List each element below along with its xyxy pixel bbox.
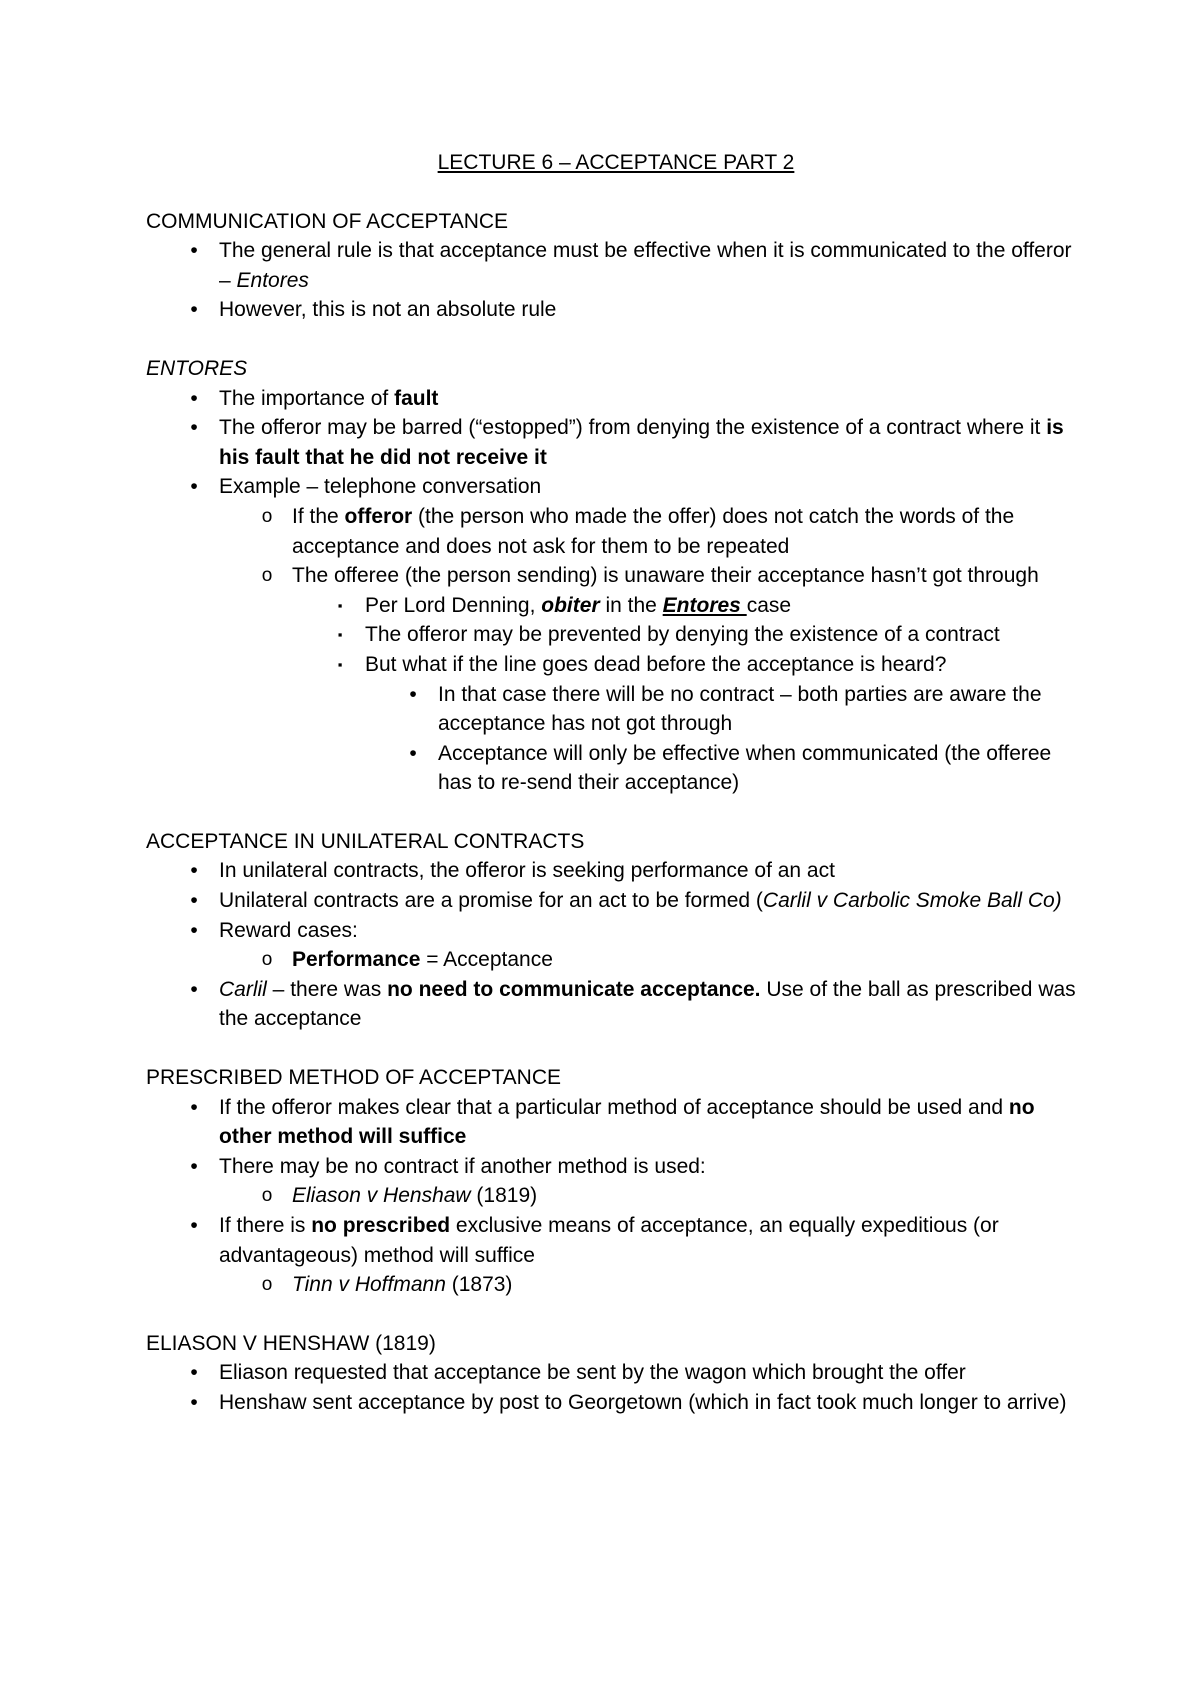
- list-item: [146, 413, 1086, 472]
- list-item: [146, 650, 1086, 680]
- list-item: [146, 561, 1086, 591]
- disc-bullet-icon: •: [190, 1361, 198, 1385]
- item-text: The importance of: [219, 386, 395, 410]
- item-text: case: [746, 593, 792, 617]
- case-name: Entores: [236, 268, 309, 292]
- item-text: (1873): [445, 1273, 513, 1297]
- bullet-list: [146, 1358, 1086, 1417]
- section-eliason-v-henshaw: [146, 1329, 1086, 1418]
- disc-bullet-icon: •: [190, 859, 198, 883]
- list-item: [146, 236, 1086, 295]
- item-text: There may be no contract if another method is used:: [219, 1154, 706, 1178]
- disc-bullet-icon: •: [409, 741, 417, 765]
- emphasis: no need to communicate acceptance.: [387, 977, 761, 1001]
- section-entores: [146, 354, 1086, 798]
- list-item: [146, 502, 1086, 561]
- section-unilateral: [146, 827, 1086, 1034]
- list-item: [146, 1152, 1086, 1182]
- emphasis: offeror: [344, 504, 413, 528]
- section-prescribed-method: [146, 1063, 1086, 1300]
- case-name: Carlil v Carbolic Smoke Ball Co): [762, 889, 1062, 913]
- list-item: [146, 680, 1086, 739]
- item-text: If there is: [219, 1214, 312, 1237]
- circle-bullet-icon: o: [261, 949, 273, 971]
- disc-bullet-icon: •: [190, 475, 198, 499]
- emphasis: is his fault that he did not receive it: [219, 416, 1064, 469]
- list-item: [146, 295, 1086, 325]
- disc-bullet-icon: •: [190, 386, 198, 410]
- item-text: – there was: [266, 977, 388, 1001]
- emphasis: no other method will suffice: [219, 1095, 1035, 1149]
- square-bullet-icon: ▪: [337, 597, 343, 613]
- circle-bullet-icon: o: [261, 505, 273, 527]
- item-text: Unilateral contracts are a promise for an act to be formed (: [219, 889, 763, 913]
- bullet-list: [146, 384, 1086, 798]
- list-item: [146, 1181, 1086, 1211]
- disc-bullet-icon: •: [409, 682, 417, 706]
- section-heading: ACCEPTANCE IN UNILATERAL CONTRACTS: [146, 829, 585, 853]
- heading-text: ENTORES: [146, 356, 248, 380]
- list-item: [146, 384, 1086, 414]
- circle-bullet-icon: o: [261, 1185, 273, 1207]
- list-item: [146, 1270, 1086, 1300]
- list-item: [146, 945, 1086, 975]
- item-text: Reward cases:: [219, 918, 358, 942]
- list-item: [146, 739, 1086, 798]
- section-heading: PRESCRIBED METHOD OF ACCEPTANCE: [146, 1066, 561, 1090]
- case-name: Eliason v Henshaw: [292, 1184, 471, 1208]
- square-bullet-icon: ▪: [337, 656, 343, 672]
- item-text: If the: [292, 504, 345, 528]
- square-bullet-icon: ▪: [337, 627, 343, 643]
- item-text: If the offeror makes clear that a particular method of acceptance should be used and: [219, 1095, 1009, 1119]
- list-item: [146, 856, 1086, 886]
- disc-bullet-icon: •: [190, 1214, 198, 1237]
- item-text: Use of the ball as prescribed was the acceptance: [219, 977, 1076, 1031]
- disc-bullet-icon: •: [190, 977, 198, 1001]
- emphasis: no prescribed: [311, 1214, 451, 1237]
- page-title: LECTURE 6 – ACCEPTANCE PART 2: [437, 151, 795, 174]
- item-text: Per Lord Denning,: [365, 593, 542, 617]
- disc-bullet-icon: •: [190, 416, 198, 440]
- item-text: = Acceptance: [420, 948, 553, 972]
- item-text: But what if the line goes dead before the acceptance is heard?: [365, 652, 947, 676]
- bullet-list: [146, 856, 1086, 1034]
- item-text: The offeror may be barred (“estopped”) from denying the existence of a contract where it: [219, 416, 1047, 440]
- section-heading: ELIASON V HENSHAW (1819): [146, 1331, 436, 1355]
- bullet-list: [146, 236, 1086, 325]
- section-heading: COMMUNICATION OF ACCEPTANCE: [146, 209, 509, 233]
- list-item: [146, 620, 1086, 650]
- list-item: [146, 1358, 1086, 1388]
- section-heading: [146, 354, 1086, 384]
- list-item: [146, 975, 1086, 1034]
- list-item: [146, 1211, 1086, 1270]
- item-text: The offeror may be prevented by denying the existence of a contract: [365, 623, 1000, 647]
- case-name: Entores: [662, 593, 747, 617]
- item-text: Henshaw sent acceptance by post to Georgetown (which in fact took much longer to arrive): [219, 1390, 1067, 1414]
- circle-bullet-icon: o: [261, 565, 273, 587]
- list-item: [146, 916, 1086, 946]
- item-text: However, this is not an absolute rule: [219, 298, 557, 322]
- item-text: Example – telephone conversation: [219, 475, 542, 499]
- item-text: in the: [599, 593, 663, 617]
- item-text: exclusive means of acceptance, an equally expeditious (or advantageous) method will suffice: [219, 1214, 999, 1267]
- disc-bullet-icon: •: [190, 889, 198, 913]
- item-text: (1819): [470, 1184, 538, 1208]
- list-item: [146, 472, 1086, 502]
- list-item: [146, 1388, 1086, 1418]
- item-text: Eliason requested that acceptance be sent by the wagon which brought the offer: [219, 1361, 966, 1385]
- emphasis: fault: [394, 386, 439, 410]
- case-name: Carlil: [219, 977, 267, 1001]
- disc-bullet-icon: •: [190, 1154, 198, 1178]
- item-text: The offeree (the person sending) is unaware their acceptance hasn’t got through: [292, 564, 1039, 588]
- emphasis: obiter: [541, 593, 600, 617]
- document-page: [146, 148, 1086, 1447]
- disc-bullet-icon: •: [190, 918, 198, 942]
- item-text: Acceptance will only be effective when communicated (the offeree has to re-send their acceptance): [438, 741, 1052, 795]
- item-text: (the person who made the offer) does not catch the words of the acceptance and does not ask for them to be repeated: [292, 504, 1015, 558]
- item-text: In that case there will be no contract – both parties are aware the acceptance has not got through: [438, 682, 1042, 736]
- circle-bullet-icon: o: [261, 1274, 273, 1296]
- case-name: Tinn v Hoffmann: [292, 1273, 446, 1297]
- list-item: [146, 1093, 1086, 1152]
- section-communication: [146, 207, 1086, 325]
- list-item: [146, 886, 1086, 916]
- item-text: In unilateral contracts, the offeror is seeking performance of an act: [219, 859, 835, 883]
- disc-bullet-icon: •: [190, 298, 198, 322]
- emphasis: Performance: [292, 948, 421, 972]
- disc-bullet-icon: •: [190, 1095, 198, 1119]
- bullet-list: [146, 1093, 1086, 1300]
- list-item: [146, 591, 1086, 621]
- item-text: The general rule is that acceptance must be effective when it is communicated to the offeror –: [219, 239, 1072, 292]
- disc-bullet-icon: •: [190, 1390, 198, 1414]
- disc-bullet-icon: •: [190, 239, 198, 263]
